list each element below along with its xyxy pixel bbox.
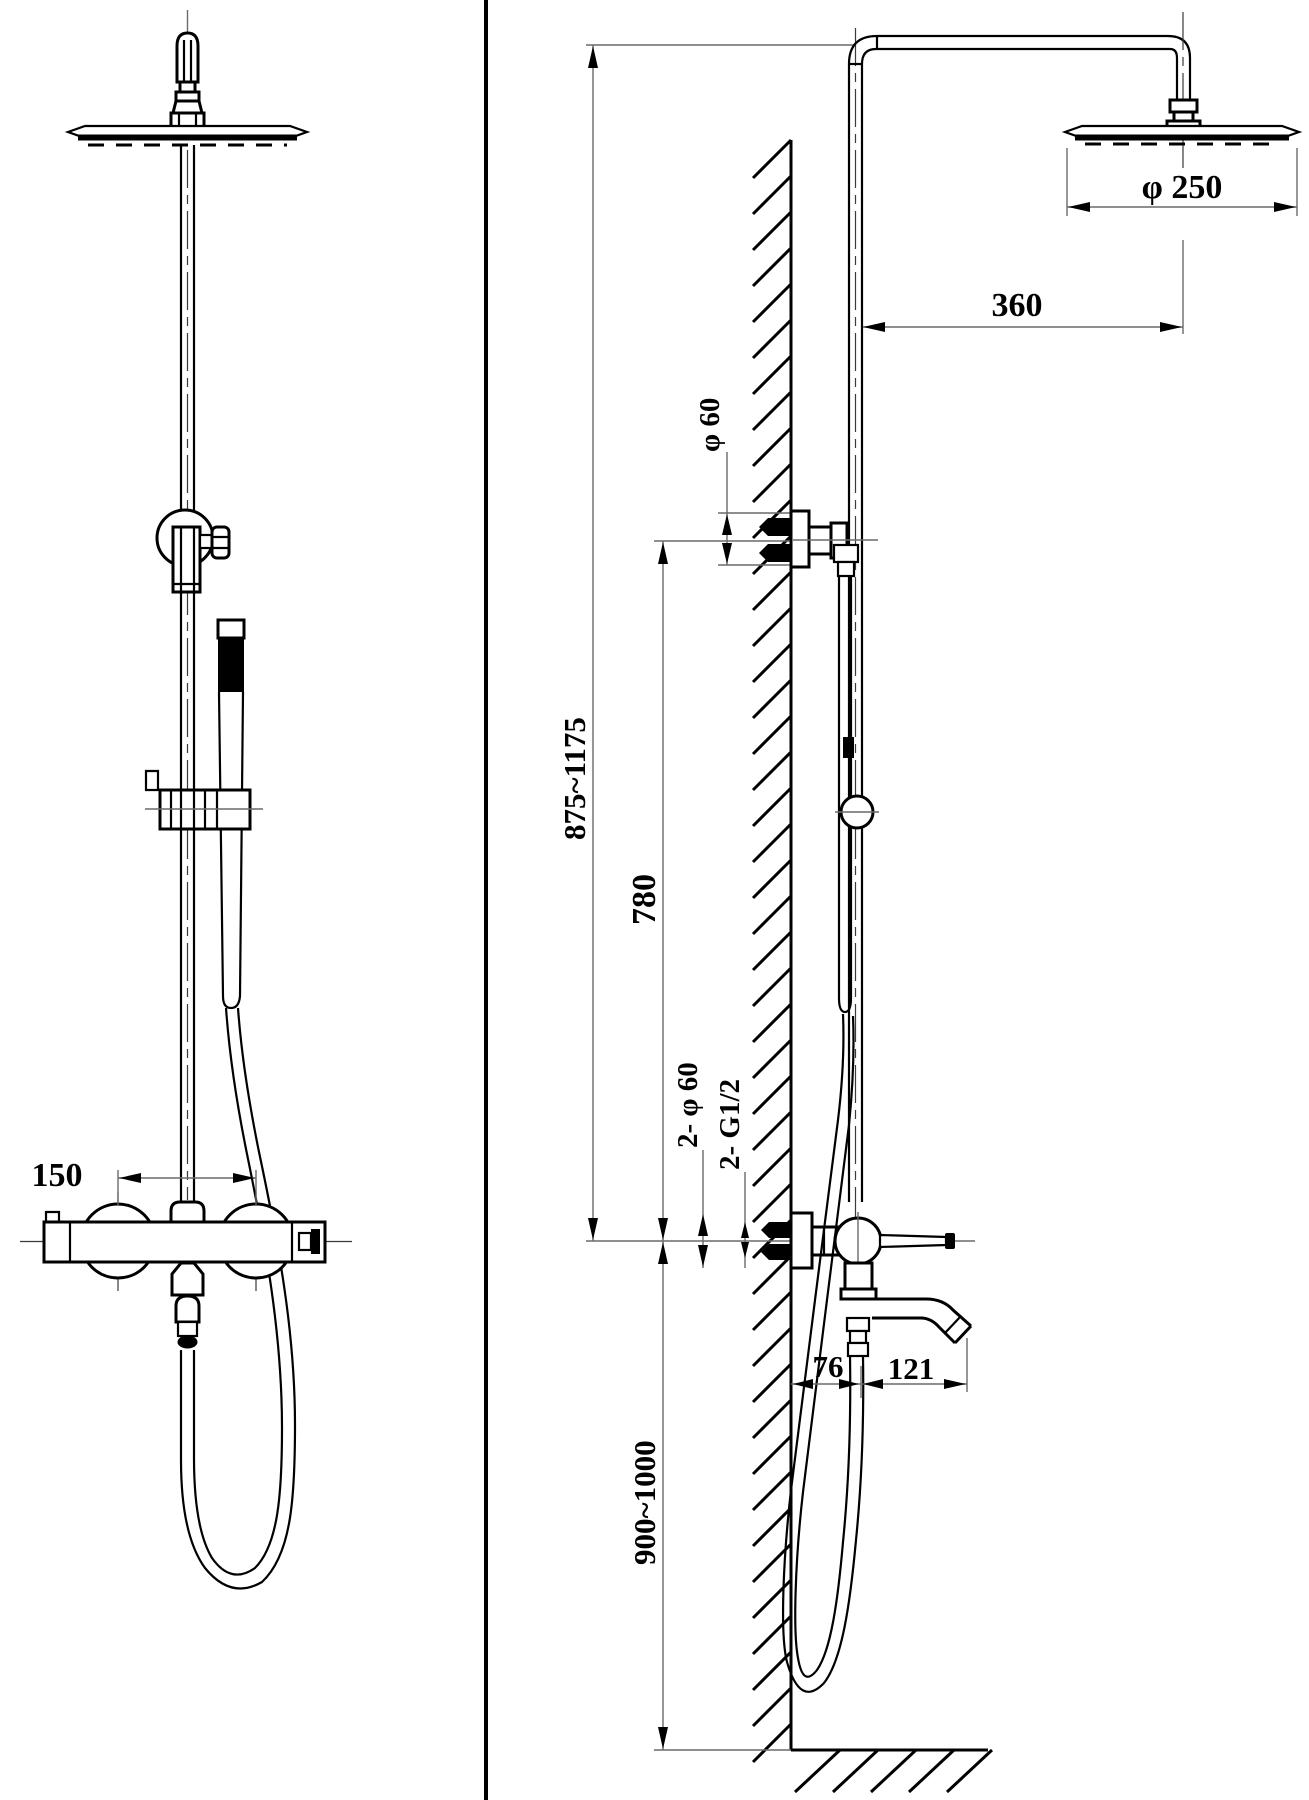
dim-label-valve-centers: 150 — [31, 1157, 83, 1194]
hand-shower-nozzle-face — [218, 638, 244, 692]
temperature-lever — [311, 1229, 320, 1254]
annotation-label-wall-threads: 2- G1/2 — [714, 1078, 746, 1170]
dim-label-riser-height: 875~1175 — [557, 717, 592, 840]
head-connector-front — [171, 33, 204, 131]
annotation-label-wall-flanges: 2- φ 60 — [672, 1062, 704, 1148]
dim-label-mixer-height: 900~1000 — [627, 1440, 662, 1565]
mixer-flange-side — [791, 1213, 812, 1268]
dim-label-spout-reach: 121 — [887, 1351, 935, 1386]
dim-label-bracket-to-mixer: 780 — [626, 874, 663, 925]
bracket-flange — [791, 511, 809, 567]
dim-label-bracket-diameter: φ 60 — [694, 397, 726, 452]
temperature-lever-stem — [299, 1233, 311, 1250]
dim-label-arm-reach: 360 — [991, 287, 1043, 324]
mixer-handle-side — [880, 1235, 946, 1247]
dim-label-head-diameter: φ 250 — [1141, 169, 1223, 206]
slider-knob — [212, 527, 229, 558]
spout-outlet — [178, 1336, 198, 1349]
dim-label-wall-to-spout: 76 — [812, 1349, 844, 1384]
